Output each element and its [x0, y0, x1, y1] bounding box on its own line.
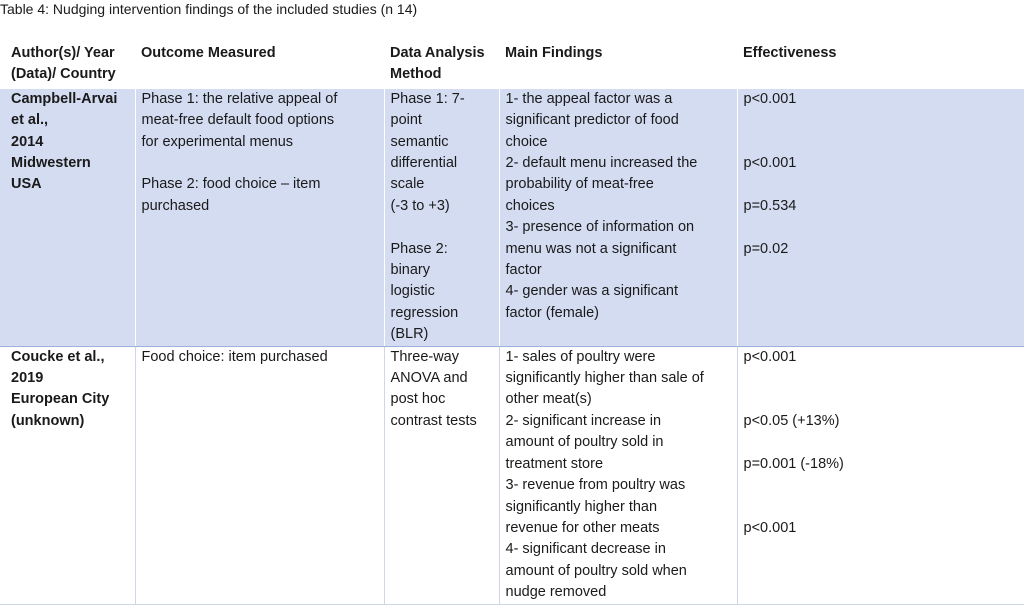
blank-line [142, 153, 379, 174]
blank-line [744, 389, 1020, 410]
cell-line: factor [505, 262, 542, 279]
cell-line: logistic [390, 283, 435, 300]
cell-line: 2- default menu increased the [505, 155, 698, 172]
cell-line: post hoc [390, 391, 446, 408]
cell-line: purchased [141, 197, 210, 214]
cell-line: nudge removed [505, 584, 607, 601]
cell-line: p=0.02 [743, 240, 789, 257]
cell-line: meat-free default food options [141, 112, 335, 129]
cell-line: Method [390, 66, 442, 83]
cell-line: choices [505, 197, 555, 214]
effectiveness-cell [737, 89, 1024, 346]
blank-line [744, 368, 1020, 389]
findings-cell [499, 89, 737, 346]
cell-line: point [390, 112, 422, 129]
cell-line: (Data)/ Country [11, 66, 116, 83]
method-cell [384, 89, 499, 346]
cell-line: differential [390, 155, 458, 172]
cell-line: significantly higher than [505, 498, 658, 515]
outcome-cell [135, 89, 384, 346]
cell-line: 2019 [11, 370, 44, 387]
cell-line: p<0.001 [743, 519, 797, 536]
cell-line: Effectiveness [743, 45, 837, 61]
header-author [0, 40, 135, 89]
header-outcome [135, 40, 384, 89]
table-row [0, 346, 1024, 604]
cell-line: for experimental menus [141, 133, 294, 150]
cell-line: 1- the appeal factor was a [505, 90, 673, 107]
cell-line: factor (female) [505, 304, 599, 321]
blank-line [744, 132, 1020, 153]
cell-line: choice [505, 133, 548, 150]
cell-line: Coucke et al., [11, 348, 105, 365]
cell-line: Outcome Measured [141, 45, 276, 61]
blank-line [744, 110, 1020, 131]
cell-line: regression [390, 304, 459, 321]
cell-line: scale [390, 176, 425, 193]
cell-line: USA [11, 176, 42, 193]
header-findings [499, 40, 737, 89]
cell-line: menu was not a significant [505, 240, 677, 257]
cell-line: Phase 1: 7- [390, 90, 465, 107]
cell-line: amount of poultry sold when [505, 562, 687, 579]
table-row [0, 89, 1024, 346]
cell-line: p=0.534 [743, 197, 797, 214]
cell-line: (unknown) [11, 412, 85, 429]
cell-line: Author(s)/ Year [11, 45, 115, 61]
cell-line: p<0.05 (+13%) [743, 412, 840, 429]
cell-line: Food choice: item purchased [141, 348, 328, 365]
author-cell [0, 89, 135, 346]
cell-line: p<0.001 [743, 348, 797, 365]
cell-line: probability of meat-free [505, 176, 654, 193]
header-method [384, 40, 499, 89]
cell-line: Phase 2: food choice – item [141, 176, 321, 193]
cell-line: revenue for other meats [505, 519, 660, 536]
findings-table [0, 40, 1024, 605]
cell-line: p=0.001 (-18%) [743, 455, 844, 472]
cell-line: (-3 to +3) [390, 197, 450, 214]
cell-line: 4- significant decrease in [505, 541, 666, 558]
blank-line [744, 174, 1020, 195]
cell-line: Midwestern [11, 155, 91, 172]
header-effectiveness [737, 40, 1024, 89]
blank-line [744, 432, 1020, 453]
effectiveness-cell [737, 346, 1024, 604]
findings-cell [499, 346, 737, 604]
cell-line: 1- sales of poultry were [505, 348, 656, 365]
cell-line: 3- revenue from poultry was [505, 477, 686, 494]
cell-line: treatment store [505, 455, 604, 472]
cell-line: Three-way [390, 348, 459, 365]
header-row [0, 40, 1024, 89]
outcome-cell [135, 346, 384, 604]
blank-line [391, 217, 494, 238]
cell-line: Main Findings [505, 45, 603, 61]
cell-line: p<0.001 [743, 155, 797, 171]
cell-line: Phase 1: the relative appeal of [141, 90, 338, 107]
cell-line: contrast tests [390, 412, 477, 429]
author-cell [0, 346, 135, 604]
table-caption: Table 4: Nudging intervention findings of the included studies (n 14) [0, 1, 418, 17]
cell-line: 3- presence of information on [505, 219, 695, 236]
cell-line: significantly higher than sale of [505, 370, 704, 387]
blank-line [744, 475, 1020, 496]
cell-line: 2- significant increase in [505, 412, 662, 429]
cell-line: Phase 2: [390, 240, 448, 257]
cell-line: (BLR) [390, 326, 429, 343]
blank-line [744, 217, 1020, 238]
cell-line: p<0.001 [743, 90, 797, 107]
cell-line: amount of poultry sold in [505, 434, 664, 451]
cell-line: semantic [390, 133, 449, 150]
cell-line: European City [11, 391, 110, 408]
cell-line: ANOVA and [390, 370, 468, 387]
cell-line: Campbell-Arvai [11, 90, 118, 107]
cell-line: 4- gender was a significant [505, 283, 678, 300]
cell-line: significant predictor of food [505, 112, 679, 129]
cell-line: et al., [11, 112, 49, 129]
blank-line [744, 496, 1020, 517]
cell-line: 2014 [11, 133, 44, 150]
cell-line: Data Analysis [390, 45, 485, 61]
cell-line: other meat(s) [505, 391, 592, 408]
cell-line: binary [390, 262, 430, 279]
method-cell [384, 346, 499, 604]
